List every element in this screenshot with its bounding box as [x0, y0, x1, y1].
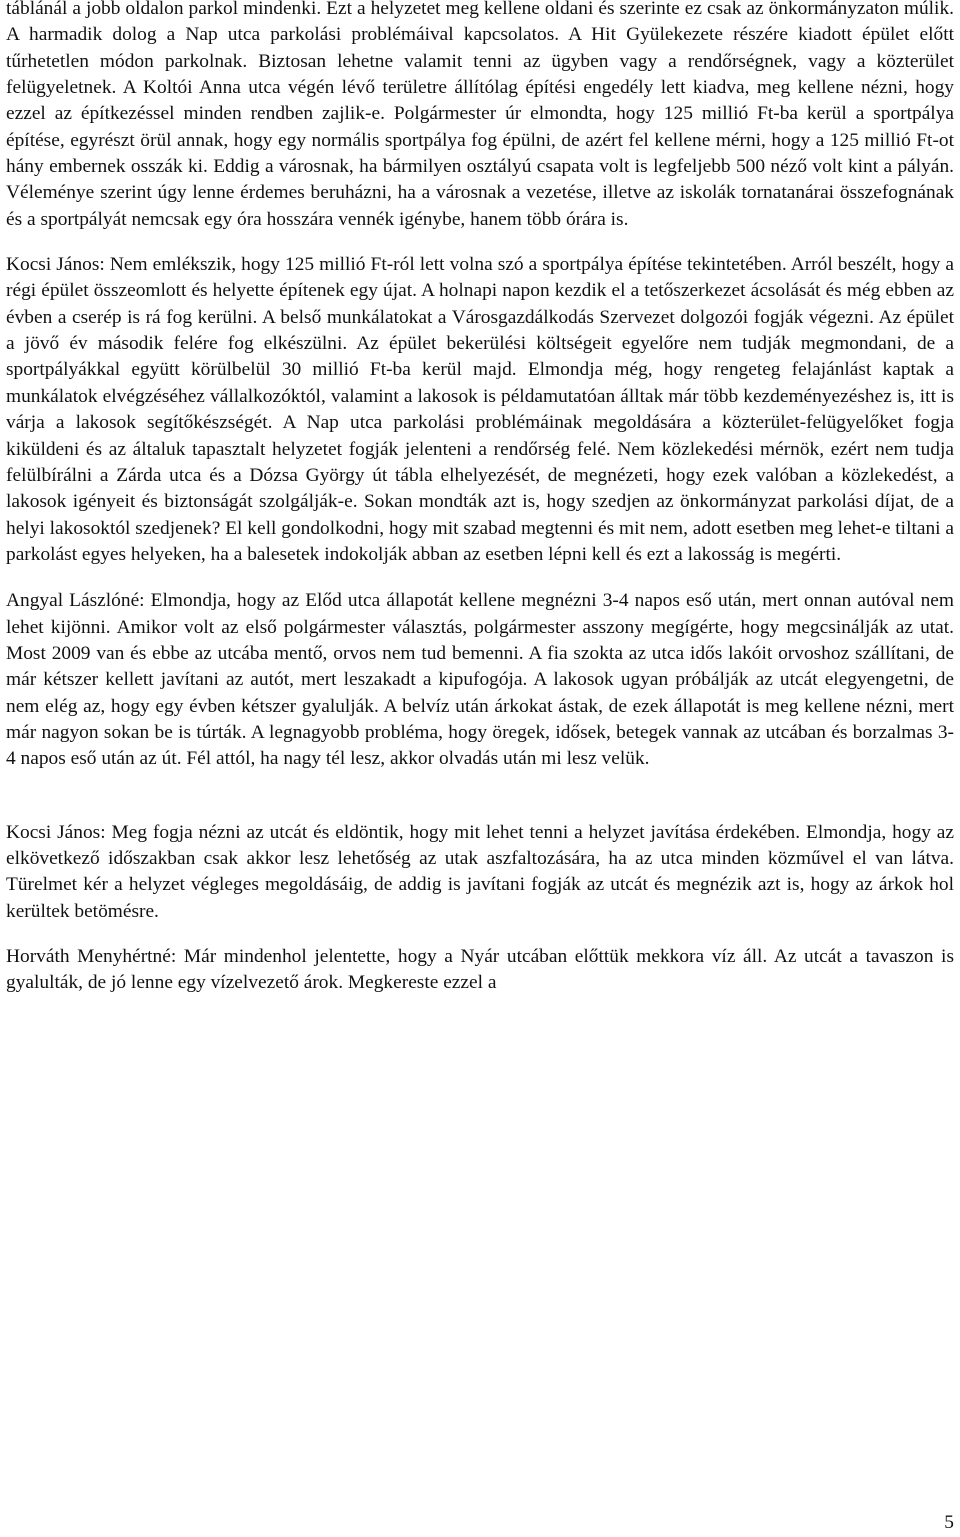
page-number: 5 [944, 1512, 954, 1533]
paragraph-kocsi-janos-second-reply: Kocsi János: Meg fogja nézni az utcát és eldöntik, hogy mit lehet tenni a helyzet javítása érdekében. Elmondja, hogy az elkövetkező időszakban csak akkor lesz lehetőség az utak aszfaltozására, ha az utca minden közművel el van látva. Türelmet kér a helyzet végleges megoldásáig, de addig is javítani fogják az utcát és megnézik azt is, hogy az árkok hol kerültek betömésre. [6, 821, 954, 922]
paragraph-horvath-menyhertne: Horváth Menyhértné: Már mindenhol jelentette, hogy a Nyár utcában előttük mekkora víz áll. Az utcát a tavaszon is gyalulták, de jó lenne egy vízelvezető árok. Megkereste ezzel a [6, 946, 954, 994]
paragraph-parking-and-sports-field: táblánál a jobb oldalon parkol mindenki. Ezt a helyzetet meg kellene oldani és szerinte ez csak az önkormányzaton múlik. A harmadik dolog a Nap utca parkolási problémáival kapcsolatos. A Hit Gyülekezete részére kiadott épület előtt tűrhetetlen módon parkolnak. Biztosan lehetne valamit tenni az ügyben vagy a rendőrségnek, vagy a közterület felügyeletnek. A Koltói Anna utca végén lévő területre állítólag építési engedély lett kiadva, meg kellene nézni, hogy ezzel az építkezéssel minden rendben zajlik-e. Polgármester úr elmondta, hogy 125 millió Ft-ba kerül a sportpálya építése, egyrészt örül annak, hogy egy normális sportpálya fog épülni, de azért fel kellene mérni, hogy a 125 millió Ft-ot hány embernek osszák ki. Eddig a városnak, ha bármilyen osztályú csapata volt is legfeljebb 500 néző volt kint a pályán. Véleménye szerint úgy lenne érdemes beruházni, ha a városnak a vezetése, illetve az iskolák tornatanárai összefognának és a sportpályát nemcsak egy óra hosszára vennék igénybe, hanem több órára is. [6, 0, 954, 230]
paragraph-angyal-laszlone: Angyal Lászlóné: Elmondja, hogy az Előd utca állapotát kellene megnézni 3-4 napos eső után, mert onnan autóval nem lehet kijönni. Amikor volt az első polgármester választás, polgármester asszony megígérte, hogy megcsinálják az utat. Most 2009 van és ebbe az utcába mentő, orvos nem tud bemenni. A fia szokta az utca idős lakóit orvoshoz szállítani, de már kétszer kellett javítani az autót, mert leszakadt a kipufogója. A lakosok ugyan próbálják az utcát elegyengetni, de nem elég az, hogy egy évben kétszer gyalulják. A belvíz után árkokat ástak, de ezek állapotát is meg kellene nézni, mert már nagyon sokan be is túrták. A legnagyobb probléma, hogy öregek, idősek, betegek vannak az utcában és borzalmas 3-4 napos eső után az út. Fél attól, ha nagy tél lesz, akkor olvadás után mi lesz velük. [6, 590, 954, 770]
document-body [6, 0, 954, 997]
paragraph-kocsi-janos-reply: Kocsi János: Nem emlékszik, hogy 125 millió Ft-ról lett volna szó a sportpálya építése tekintetében. Arról beszélt, hogy a régi épület összeomlott és helyette építenek egy újat. A holnapi napon kezdik el a tetőszerkezet ácsolását és még ebben az évben a cserép is rá fog kerülni. A belső munkálatokat a Városgazdálkodás Szervezet dolgozói fogják végezni. Az épület a jövő év második felére fog elkészülni. Az épület bekerülési költségeit egyelőre nem tudják megmondani, de a sportpályákkal együtt körülbelül 30 millió Ft-ba kerül majd. Elmondja még, hogy rengeteg felajánlást kaptak a munkálatok elvégzéséhez vállalkozóktól, valamint a lakosok is példamutatóan álltak már több kezdeményezéshez is, itt is várja a lakosok segítőkészségét. A Nap utca parkolási problémáinak megoldására a közterület-felügyelőket fogja kiküldeni és az általuk tapasztalt helyzetet fogják jelenteni a rendőrség felé. Nem közlekedési mérnök, ezért nem tudja felülbírálni a Zárda utca és a Dózsa György út tábla elhelyezését, de megnézeti, hogy ezek valóban a közlekedést, a lakosok igényeit és biztonságát szolgálják-e. Sokan mondták azt is, hogy szedjen az önkormányzat parkolási díjat, de a helyi lakosoktól szedjenek? El kell gondolkodni, hogy mit szabad megtenni és mit nem, adott esetben meg lehet-e tiltani a parkolást egyes helyeken, ha a balesetek indokolják abban az esetben lépni kell és ezt a lakosság is megérti. [6, 254, 954, 565]
